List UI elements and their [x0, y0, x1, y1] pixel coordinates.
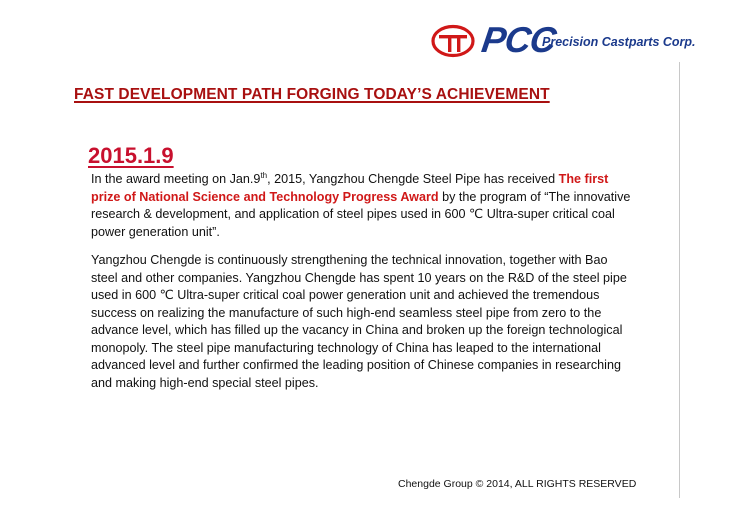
- paragraph-award: [91, 171, 631, 241]
- paragraph-award-text-1: In the award meeting on Jan.9: [91, 172, 261, 186]
- paragraph-award-text-2: , 2015, Yangzhou Chengde Steel Pipe has received: [267, 172, 559, 186]
- paragraph-award-text-3: by the program of “The innovative research & development, and application of steel pipes used in 600 ℃ Ultra-super critical coal power generation unit”.: [91, 189, 631, 239]
- award-highlight: The first prize of National Science and Technology Progress Award: [91, 172, 609, 204]
- paragraph-innovation: Yangzhou Chengde is continuously strengthening the technical innovation, together with Bao steel and other companies. Yangzhou Chengde has spent 10 years on the R&D of the steel pipe used in 600 ℃ Ultra-super critical coal power generation unit and achieved the tremendous success on realizing the manufacture of such high-end seamless steel pipe from zero to the advance level, which has filled up the vacancy in China and broken up the foreign technological monopoly. The steel pipe manufacturing technology of China has leaped to the international advanced level and further confirmed the leading position of Chinese companies in researching and making high-end special steel pipes.: [91, 253, 627, 390]
- page-title: FAST DEVELOPMENT PATH FORGING TODAY’S ACHIEVEMENT: [74, 86, 550, 103]
- pcc-logo-mark: PCC: [479, 19, 558, 60]
- ordinal-suffix: th: [260, 170, 268, 180]
- footer-copyright: Chengde Group © 2014, ALL RIGHTS RESERVED: [398, 478, 637, 490]
- pcc-logo-text: Precision Castparts Corp.: [542, 35, 696, 49]
- chengde-th-logo-icon: [430, 24, 476, 58]
- right-divider: [679, 62, 680, 498]
- date-heading: 2015.1.9: [88, 143, 174, 168]
- body-text: [91, 171, 631, 392]
- pcc-logo: [479, 19, 696, 60]
